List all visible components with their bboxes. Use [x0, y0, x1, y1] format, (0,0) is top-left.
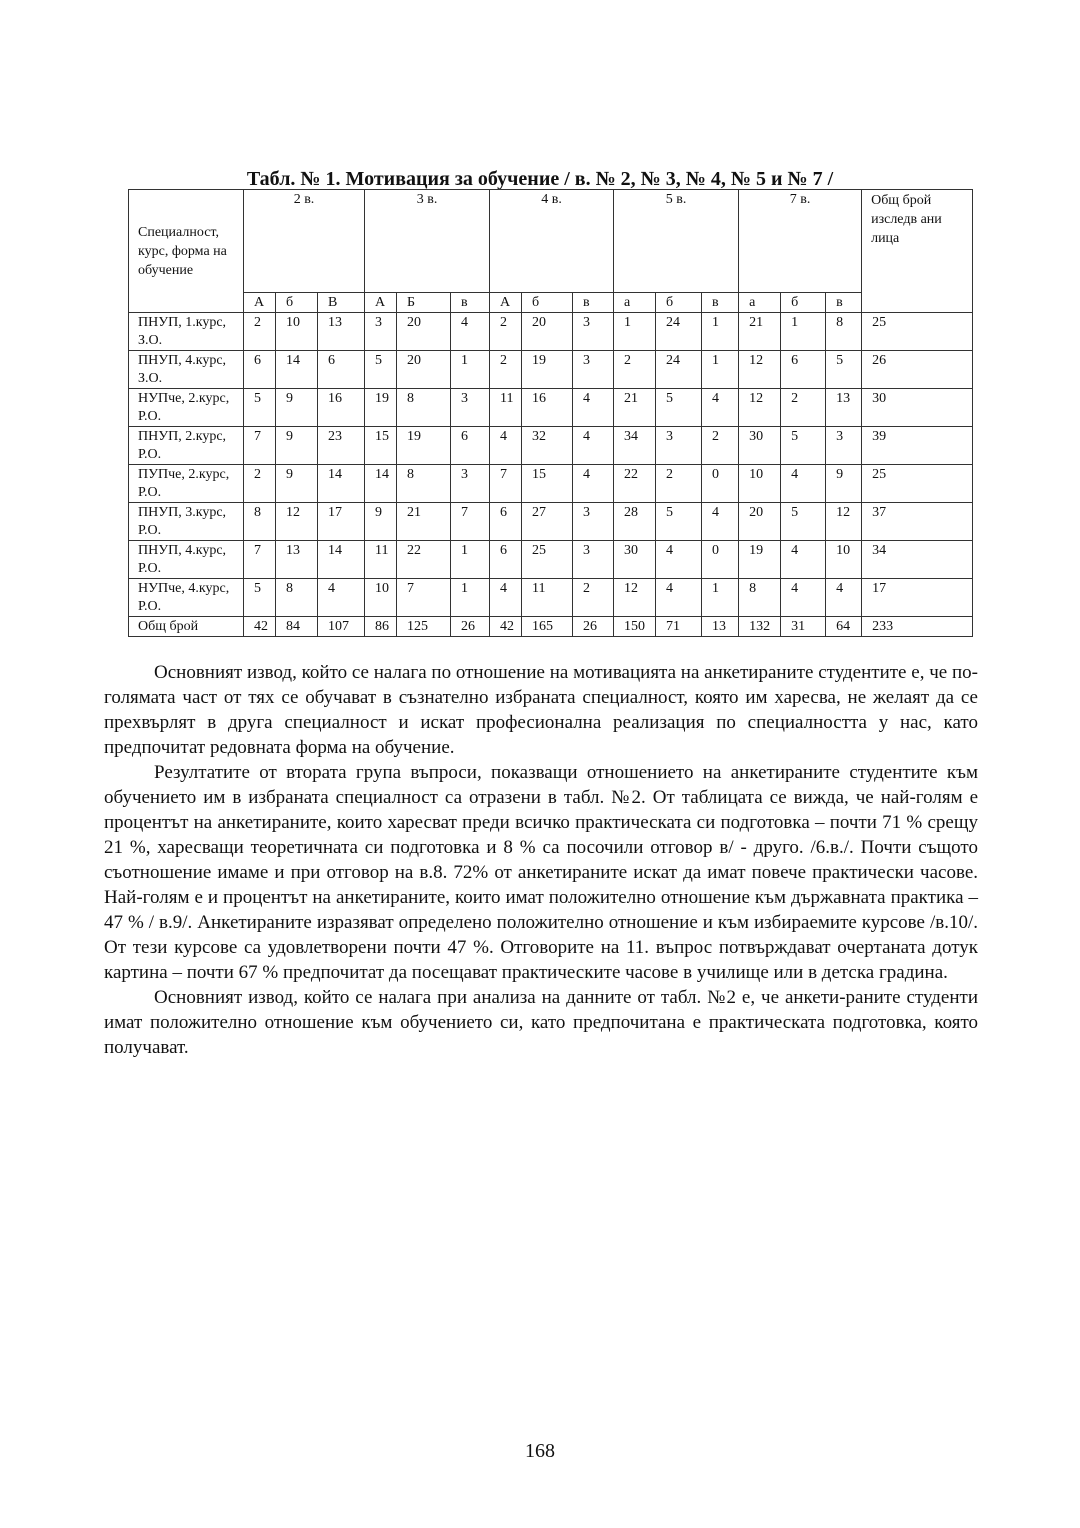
table-cell: 3	[365, 313, 397, 351]
table-cell: 14	[365, 465, 397, 503]
table-cell: 12	[276, 503, 318, 541]
header-row	[129, 190, 973, 293]
table-cell: 6	[781, 351, 826, 389]
subheader-cell: А	[490, 293, 522, 313]
table-caption: Табл. № 1. Мотивация за обучение / в. № 2, № 3, № 4, № 5 и № 7 /	[246, 168, 834, 190]
table-cell: 8	[826, 313, 862, 351]
subheader-cell: Б	[397, 293, 451, 313]
table-cell: 25	[522, 541, 573, 579]
table-cell: 11	[522, 579, 573, 617]
table-cell: 7	[490, 465, 522, 503]
table-cell: 23	[318, 427, 365, 465]
table-cell: 0	[702, 465, 739, 503]
table-cell: 4	[490, 579, 522, 617]
table-cell: 3	[451, 465, 490, 503]
total-cell: 86	[365, 617, 397, 637]
table-cell: 24	[656, 313, 702, 351]
table-cell: 6	[451, 427, 490, 465]
table-cell: 30	[739, 427, 781, 465]
table-cell: 5	[781, 427, 826, 465]
total-cell: 71	[656, 617, 702, 637]
table-cell: 2	[656, 465, 702, 503]
table-cell: 21	[739, 313, 781, 351]
table-cell: 10	[826, 541, 862, 579]
table-cell: 17	[318, 503, 365, 541]
subheader-cell: б	[522, 293, 573, 313]
table-cell: 4	[781, 465, 826, 503]
table-cell: 10	[365, 579, 397, 617]
table-cell: 9	[276, 427, 318, 465]
table-cell: 13	[318, 313, 365, 351]
table-cell: 2	[244, 465, 276, 503]
table-cell: 13	[276, 541, 318, 579]
table-row	[129, 313, 973, 351]
subheader-cell: а	[739, 293, 781, 313]
row-label: ПНУП, 4.курс, Р.О.	[129, 541, 244, 579]
table-cell: 1	[702, 313, 739, 351]
table-cell: 12	[739, 389, 781, 427]
table-row	[129, 465, 973, 503]
table-cell: 4	[573, 427, 614, 465]
table-cell: 4	[318, 579, 365, 617]
table-cell: 4	[451, 313, 490, 351]
table-cell: 14	[318, 541, 365, 579]
table-cell: 4	[490, 427, 522, 465]
table-cell: 13	[826, 389, 862, 427]
table-cell: 9	[276, 389, 318, 427]
table-cell: 22	[397, 541, 451, 579]
table-cell: 10	[739, 465, 781, 503]
table-cell: 9	[365, 503, 397, 541]
table-cell: 4	[781, 579, 826, 617]
table-cell: 1	[702, 579, 739, 617]
total-cell: 165	[522, 617, 573, 637]
table-cell: 17	[862, 579, 973, 617]
total-label: Общ брой	[129, 617, 244, 637]
table-cell: 11	[490, 389, 522, 427]
group-header: 5 в.	[614, 190, 739, 293]
subheader-cell: а	[614, 293, 656, 313]
group-header: 4 в.	[490, 190, 614, 293]
table-cell: 4	[656, 541, 702, 579]
table-cell: 4	[573, 465, 614, 503]
table-cell: 4	[781, 541, 826, 579]
table-cell: 6	[244, 351, 276, 389]
table-row	[129, 579, 973, 617]
table-cell: 2	[614, 351, 656, 389]
table-cell: 9	[276, 465, 318, 503]
table-cell: 4	[702, 389, 739, 427]
table-cell: 5	[656, 389, 702, 427]
subheader-cell: б	[276, 293, 318, 313]
table-cell: 3	[573, 351, 614, 389]
body-text	[104, 660, 978, 1060]
table-cell: 30	[614, 541, 656, 579]
table-cell: 3	[573, 313, 614, 351]
table-cell: 1	[451, 541, 490, 579]
table-cell: 6	[490, 503, 522, 541]
table-cell: 3	[826, 427, 862, 465]
total-cell: 26	[451, 617, 490, 637]
table-cell: 5	[781, 503, 826, 541]
table-cell: 2	[573, 579, 614, 617]
row-label: ПНУП, 3.курс, Р.О.	[129, 503, 244, 541]
table-cell: 8	[276, 579, 318, 617]
subheader-cell: А	[365, 293, 397, 313]
table-cell: 22	[614, 465, 656, 503]
table-cell: 5	[826, 351, 862, 389]
subheader-cell: в	[451, 293, 490, 313]
table-cell: 8	[244, 503, 276, 541]
total-cell: 31	[781, 617, 826, 637]
table-cell: 12	[826, 503, 862, 541]
table-cell: 1	[781, 313, 826, 351]
table-cell: 34	[614, 427, 656, 465]
table-cell: 0	[702, 541, 739, 579]
total-cell: 13	[702, 617, 739, 637]
table-cell: 24	[656, 351, 702, 389]
table-cell: 10	[276, 313, 318, 351]
table-cell: 30	[862, 389, 973, 427]
table-cell: 8	[739, 579, 781, 617]
row-label: ПНУП, 4.курс, З.О.	[129, 351, 244, 389]
table-cell: 16	[522, 389, 573, 427]
table-cell: 7	[397, 579, 451, 617]
table-cell: 2	[490, 313, 522, 351]
table-cell: 37	[862, 503, 973, 541]
total-cell: 107	[318, 617, 365, 637]
paragraph: Резултатите от втората група въпроси, показващи отношението на анкетираните студентите към обучението им в избраната специалност са отразени в табл. №2. От таблицата се вижда, че най-голям е процентът на анкетираните, които харесват преди всичко практическата си подготовка – почти 71 % срещу 21 %, харесващи теоретичната си подготовка и 8 % са посочили отговор в/ - друго. /6.в./. Почти същото съотношение имаме и при отговор на в.8. 72% от анкетираните искат да имат повече практически часове. Най-голям е и процентът на анкетираните, които имат положително отношение към държавната практика – 47 % / в.9/. Анкетираните изразяват определено положително отношение и към избираемите курсове /в.10/. От тези курсове са удовлетворени почти 47 %. Отговорите на 11. въпрос потвърждават очертаната дотук картина – почти 67 % предпочитат да посещават практическите часове в училище или в детска градина.	[104, 762, 978, 983]
table-cell: 6	[318, 351, 365, 389]
total-cell: 26	[573, 617, 614, 637]
total-cell: 84	[276, 617, 318, 637]
table-cell: 25	[862, 465, 973, 503]
table-row	[129, 427, 973, 465]
table-cell: 1	[451, 579, 490, 617]
table-cell: 39	[862, 427, 973, 465]
table-cell: 27	[522, 503, 573, 541]
table-cell: 32	[522, 427, 573, 465]
table-cell: 21	[397, 503, 451, 541]
table-cell: 3	[451, 389, 490, 427]
table-cell: 1	[702, 351, 739, 389]
page-number: 168	[525, 1440, 555, 1462]
table-cell: 14	[276, 351, 318, 389]
subheader-row	[129, 293, 973, 313]
table-cell: 20	[522, 313, 573, 351]
table-cell: 5	[244, 579, 276, 617]
row-label: ПНУП, 1.курс, З.О.	[129, 313, 244, 351]
table-cell: 7	[244, 541, 276, 579]
subheader-cell: В	[318, 293, 365, 313]
table-cell: 26	[862, 351, 973, 389]
total-header: Общ брой изследв ани лица	[862, 190, 973, 313]
table-row	[129, 389, 973, 427]
motivation-table	[128, 189, 973, 637]
row-label: НУПче, 4.курс, Р.О.	[129, 579, 244, 617]
total-cell: 150	[614, 617, 656, 637]
table-cell: 7	[244, 427, 276, 465]
table-cell: 4	[656, 579, 702, 617]
table-cell: 19	[397, 427, 451, 465]
group-header: 7 в.	[739, 190, 862, 293]
row-label: ПНУП, 2.курс, Р.О.	[129, 427, 244, 465]
table-cell: 6	[490, 541, 522, 579]
table-row	[129, 541, 973, 579]
total-cell: 42	[490, 617, 522, 637]
subheader-cell: б	[656, 293, 702, 313]
group-header: 2 в.	[244, 190, 365, 293]
row-label: НУПче, 2.курс, Р.О.	[129, 389, 244, 427]
subheader-cell: в	[573, 293, 614, 313]
spec-header: Специалност, курс, форма на обучение	[129, 190, 244, 313]
table-cell: 19	[739, 541, 781, 579]
table-cell: 2	[490, 351, 522, 389]
table-cell: 2	[781, 389, 826, 427]
paragraph: Основният извод, който се налага по отношение на мотивацията на анкетираните студентите е, че по-голямата част от тях се обучават в съзнателно избраната специалност, която им харесва, не желаят да се прехвърлят в друга специалност и искат професионална реализация по специалността у нас, като предпочитат редовната форма на обучение.	[104, 662, 978, 758]
table-cell: 2	[702, 427, 739, 465]
table-cell: 5	[365, 351, 397, 389]
table-cell: 5	[244, 389, 276, 427]
row-label: ПУПче, 2.курс, Р.О.	[129, 465, 244, 503]
table-cell: 4	[573, 389, 614, 427]
table-cell: 25	[862, 313, 973, 351]
table-cell: 15	[522, 465, 573, 503]
table-cell: 19	[522, 351, 573, 389]
subheader-cell: б	[781, 293, 826, 313]
table-cell: 2	[244, 313, 276, 351]
table-cell: 3	[573, 541, 614, 579]
table-cell: 14	[318, 465, 365, 503]
table-cell: 28	[614, 503, 656, 541]
table-cell: 12	[739, 351, 781, 389]
table-cell: 1	[451, 351, 490, 389]
table-cell: 4	[702, 503, 739, 541]
table-cell: 12	[614, 579, 656, 617]
total-cell: 64	[826, 617, 862, 637]
total-cell: 132	[739, 617, 781, 637]
table-cell: 9	[826, 465, 862, 503]
table-row	[129, 503, 973, 541]
table-cell: 3	[573, 503, 614, 541]
table-cell: 3	[656, 427, 702, 465]
table-cell: 16	[318, 389, 365, 427]
table-cell: 5	[656, 503, 702, 541]
table-cell: 34	[862, 541, 973, 579]
table-cell: 20	[397, 351, 451, 389]
table-cell: 4	[826, 579, 862, 617]
table-cell: 8	[397, 465, 451, 503]
table-cell: 8	[397, 389, 451, 427]
subheader-cell: А	[244, 293, 276, 313]
total-cell: 125	[397, 617, 451, 637]
total-row	[129, 617, 973, 637]
table-cell: 11	[365, 541, 397, 579]
total-cell: 42	[244, 617, 276, 637]
group-header: 3 в.	[365, 190, 490, 293]
table-row	[129, 351, 973, 389]
total-cell: 233	[862, 617, 973, 637]
table-cell: 21	[614, 389, 656, 427]
subheader-cell: в	[702, 293, 739, 313]
table-cell: 20	[397, 313, 451, 351]
table-cell: 7	[451, 503, 490, 541]
table-cell: 1	[614, 313, 656, 351]
table-cell: 20	[739, 503, 781, 541]
table-cell: 19	[365, 389, 397, 427]
table-cell: 15	[365, 427, 397, 465]
paragraph: Основният извод, който се налага при анализа на данните от табл. №2 е, че анкети-раните студенти имат положително отношение към обучението си, като предпочитана е практическата подготовка, която получават.	[104, 987, 978, 1058]
subheader-cell: в	[826, 293, 862, 313]
